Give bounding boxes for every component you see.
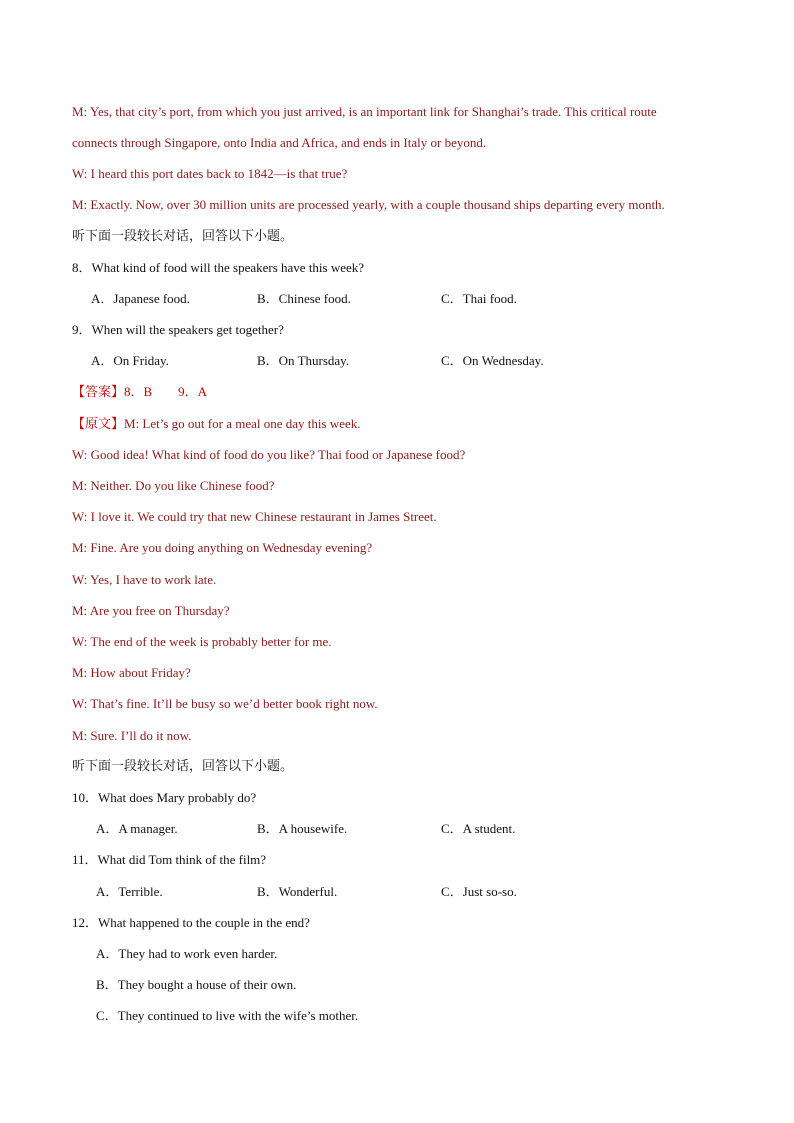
question-8-option-b: B．Chinese food. [257,291,351,306]
question-12-option-a: A．They had to work even harder. [96,946,278,961]
source-line: M: Sure. I’ll do it now. [72,728,192,743]
question-8-option-c: C．Thai food. [441,291,517,306]
question-9-option-b: B．On Thursday. [257,353,350,368]
section-heading: 听下面一段较长对话，回答以下小题。 [72,229,294,244]
question-11-option-c: C．Just so-so. [441,884,517,899]
question-10-option-c: C．A student. [441,821,516,836]
source-first-line [72,416,361,433]
question-12-stem: 12．What happened to the couple in the end? [72,915,310,930]
transcript-line: M: Exactly. Now, over 30 million units are processed yearly, with a couple thousand ships departing every month. [72,197,665,212]
transcript-line: W: I heard this port dates back to 1842—is that true? [72,166,348,181]
source-line: M: Neither. Do you like Chinese food? [72,478,275,493]
question-11-option-a: A．Terrible. [96,884,163,899]
question-9-option-c: C．On Wednesday. [441,353,544,368]
source-line: W: That’s fine. It’ll be busy so we’d better book right now. [72,696,378,711]
transcript-line: M: Yes, that city’s port, from which you just arrived, is an important link for Shanghai’s trade. This critical route [72,104,657,119]
question-8-stem: 8．What kind of food will the speakers have this week? [72,260,365,275]
transcript-line: connects through Singapore, onto India and Africa, and ends in Italy or beyond. [72,135,487,150]
question-12-option-b: B．They bought a house of their own. [96,977,297,992]
question-10-option-a: A．A manager. [96,821,178,836]
section-heading: 听下面一段较长对话，回答以下小题。 [72,759,294,774]
question-11-option-b: B．Wonderful. [257,884,338,899]
source-line: W: I love it. We could try that new Chinese restaurant in James Street. [72,509,437,524]
question-10-option-b: B．A housewife. [257,821,348,836]
answer-line [72,384,207,401]
answer-value: 8．B 9．A [124,384,208,399]
source-line: W: Yes, I have to work late. [72,572,217,587]
source-line: M: Are you free on Thursday? [72,603,230,618]
question-9-option-a: A．On Friday. [91,353,169,368]
source-line: W: Good idea! What kind of food do you like? Thai food or Japanese food? [72,447,466,462]
source-line: M: Fine. Are you doing anything on Wednesday evening? [72,540,373,555]
answer-label: 【答案】 [72,385,125,400]
question-12-option-c: C．They continued to live with the wife’s mother. [96,1008,359,1023]
source-line: M: How about Friday? [72,665,191,680]
source-label: 【原文】 [72,417,125,432]
source-first-text: M: Let’s go out for a meal one day this week. [124,416,361,431]
source-line: W: The end of the week is probably better for me. [72,634,332,649]
question-9-stem: 9．When will the speakers get together? [72,322,284,337]
question-10-stem: 10．What does Mary probably do? [72,790,257,805]
question-8-option-a: A．Japanese food. [91,291,190,306]
question-11-stem: 11．What did Tom think of the film? [72,852,267,867]
